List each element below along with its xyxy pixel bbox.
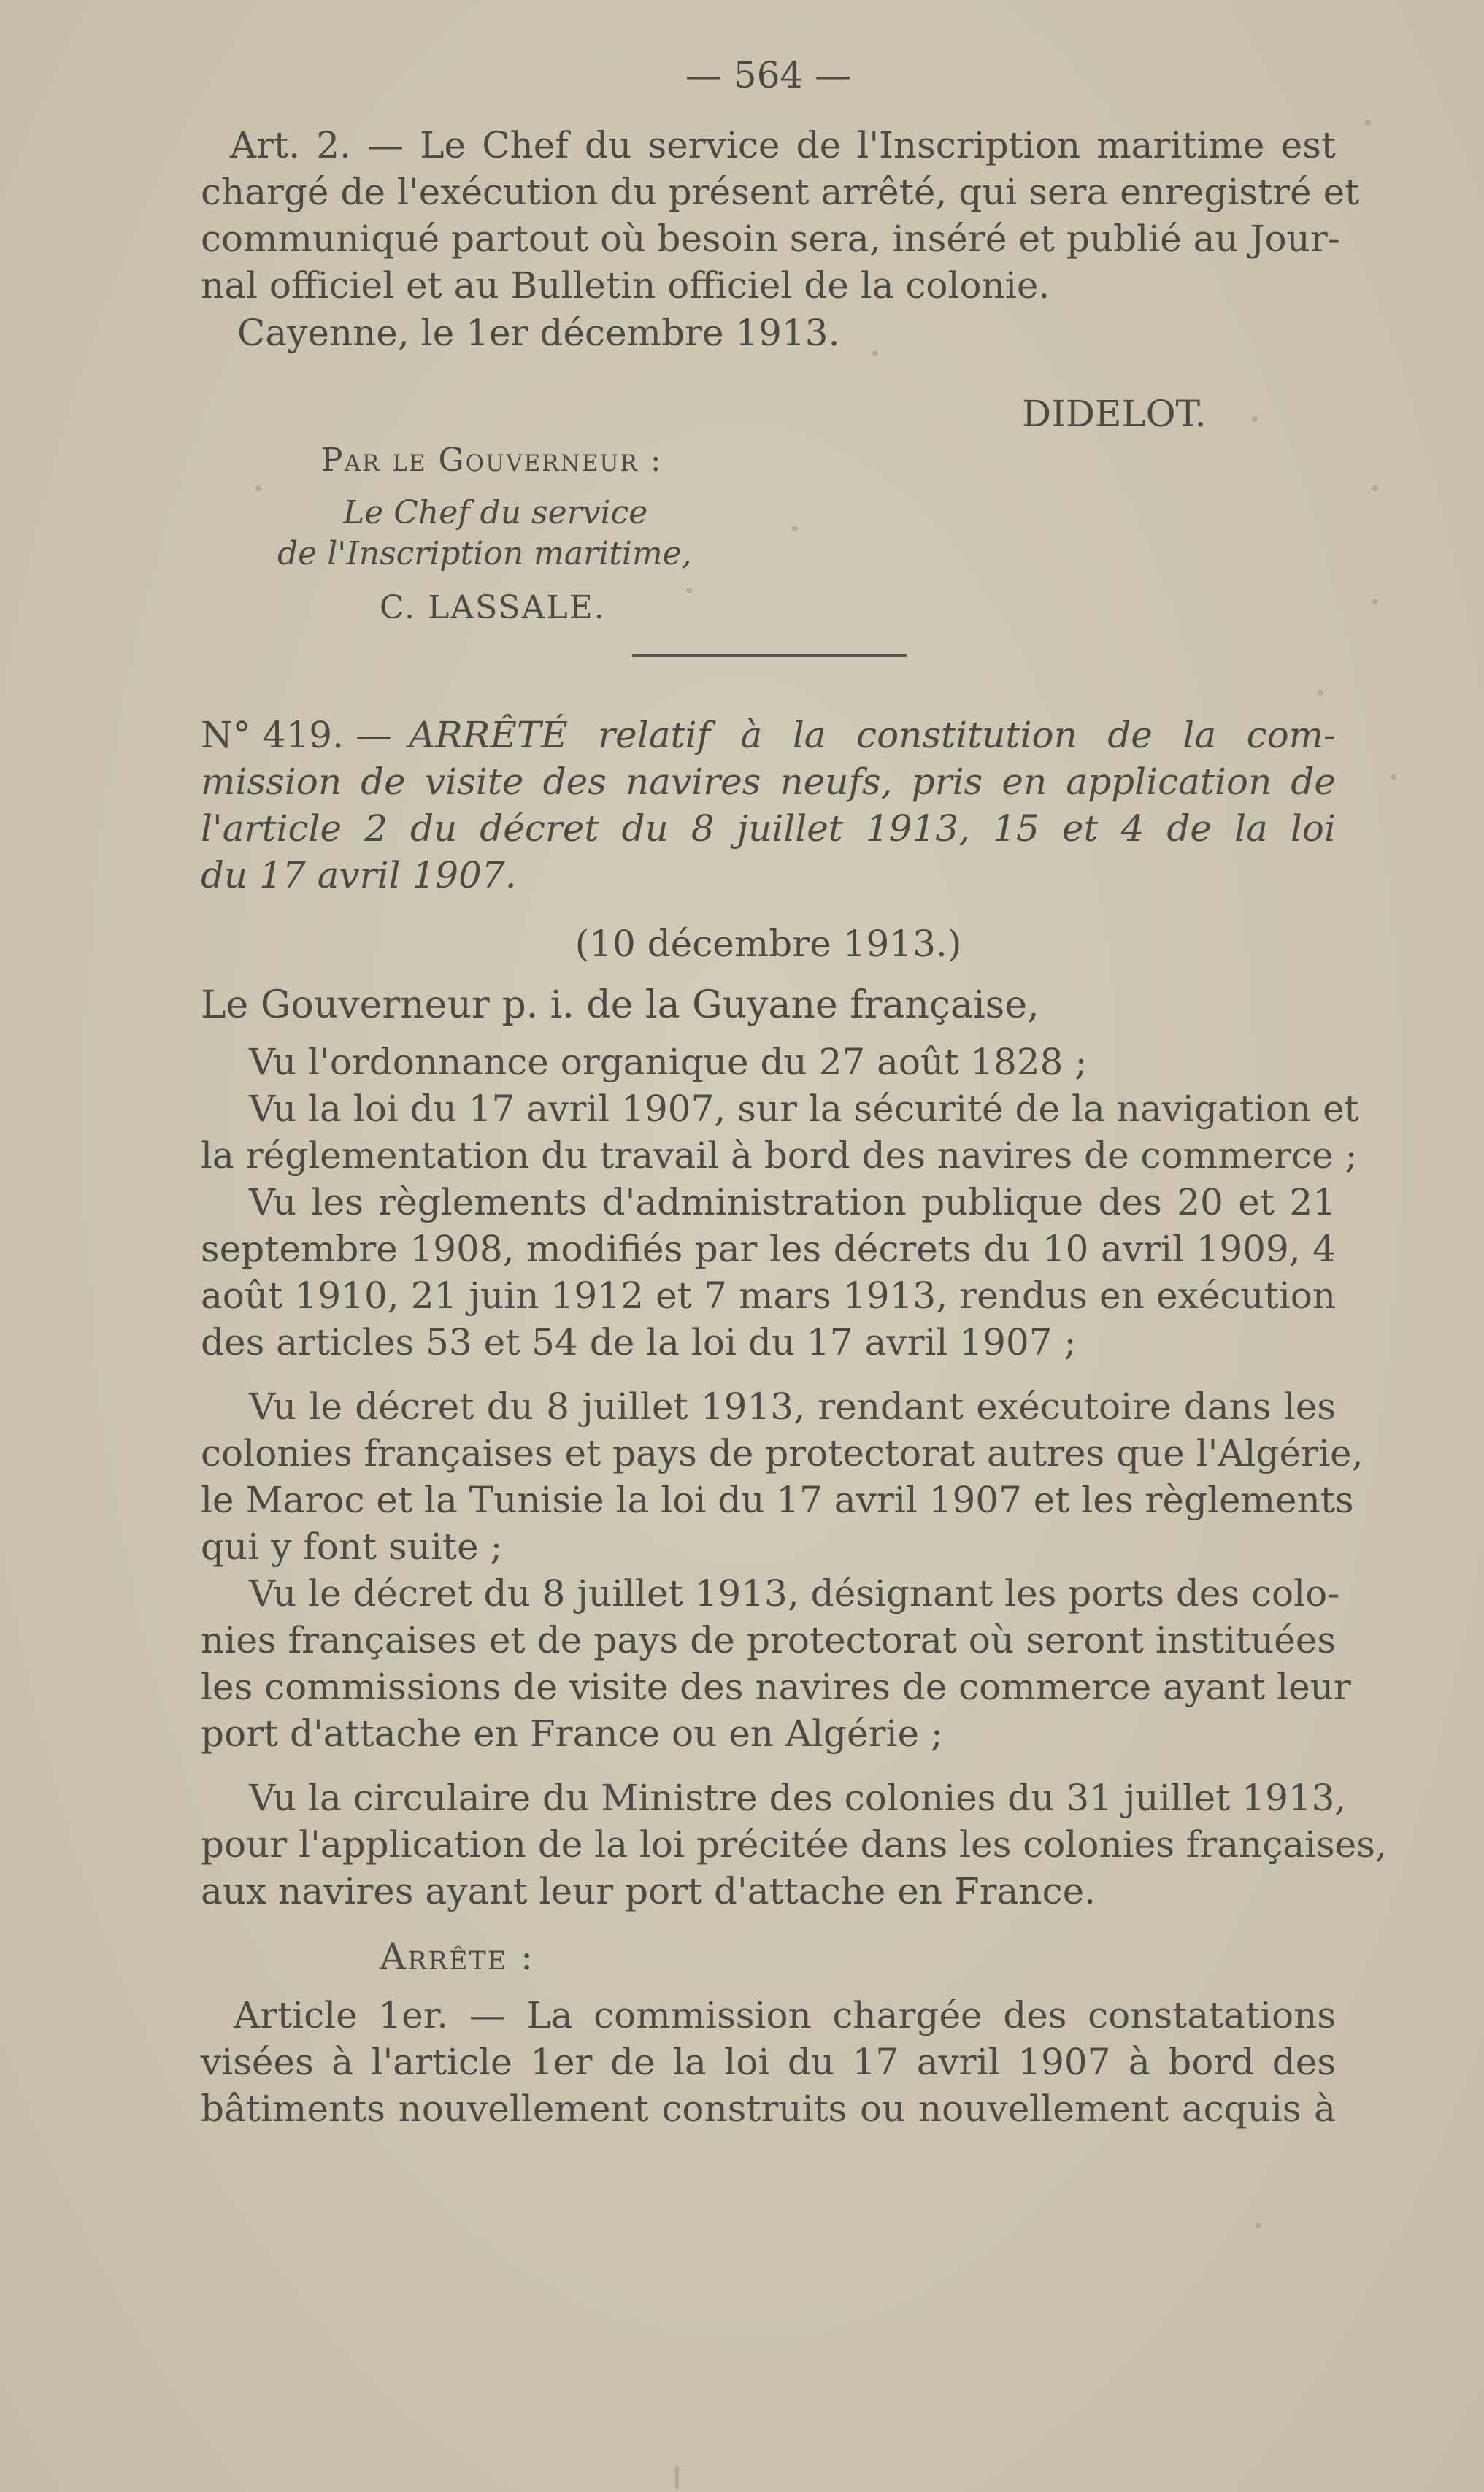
considerant-line: août 1910, 21 juin 1912 et 7 mars 1913, rendus en exécution [201,1274,1336,1317]
considerant-line: Vu la circulaire du Ministre des colonies du 31 juillet 1913, [249,1777,1347,1819]
considerant-line: pour l'application de la loi précitée dans les colonies françaises, [201,1823,1387,1866]
gouverneur-heading: Le Gouverneur p. i. de la Guyane française, [201,983,1039,1027]
arrete-title-line-1: ARRÊTÉ relatif à la constitution de la com- [409,714,1336,756]
arrete-number: N° 419. — [201,714,392,756]
article1-line-3: bâtiments nouvellement construits ou nouvellement acquis à [201,2088,1336,2130]
considerant-line: des articles 53 et 54 de la loi du 17 avril 1907 ; [201,1321,1077,1364]
considerant-line: Vu le décret du 8 juillet 1913, rendant exécutoire dans les [249,1385,1336,1428]
date-place: Cayenne, le 1er décembre 1913. [237,312,840,354]
considerant-line: les commissions de visite des navires de commerce ayant leur [201,1666,1351,1708]
considerant-line: Vu l'ordonnance organique du 27 août 1828 ; [249,1041,1088,1083]
paper-speck [686,588,692,593]
paper-speck [255,485,261,491]
paper-speck [1391,774,1396,780]
considerant-line: septembre 1908, modifiés par les décrets du 10 avril 1909, 4 [201,1228,1336,1270]
considerant-line: port d'attache en France ou en Algérie ; [201,1712,943,1755]
considerant-line: Vu le décret du 8 juillet 1913, désignant les ports des colo- [249,1572,1340,1615]
section-divider [632,654,907,657]
chef-title-line-2: de l'Inscription maritime, [277,535,692,572]
art2-line-1: Art. 2. — Le Chef du service de l'Inscription maritime est [230,124,1336,166]
paper-speck [1318,690,1323,696]
considerant-line: nies françaises et de pays de protectorat où seront instituées [201,1619,1336,1661]
page-number: — 564 — [685,54,852,96]
art2-line-2: chargé de l'exécution du présent arrêté, qui sera enregistré et [201,171,1360,213]
considerant-line: aux navires ayant leur port d'attache en France. [201,1870,1096,1912]
arrete-date: (10 décembre 1913.) [574,923,962,965]
art2-line-3: communiqué partout où besoin sera, inséré et publié au Jour- [201,218,1340,260]
arrete-title-line-4: du 17 avril 1907. [201,854,517,896]
par-le-gouverneur: Par le Gouverneur : [321,442,663,479]
paper-speck [1252,416,1258,422]
paper-speck [872,350,878,356]
paper-speck [1365,120,1371,126]
article1-line-1: Article 1er. — La commission chargée des constatations [234,1994,1336,2037]
paper-speck [792,526,798,531]
considerant-line: Vu les règlements d'administration publique des 20 et 21 [249,1181,1336,1223]
arrete-heading: Arrête : [380,1936,534,1978]
considerant-line: colonies françaises et pays de protectorat autres que l'Algérie, [201,1432,1364,1474]
arrete-title-line-3: l'article 2 du décret du 8 juillet 1913, 15 et 4 de la loi [201,807,1336,850]
paper-speck [675,2467,679,2489]
signature-didelot: DIDELOT. [1022,393,1207,435]
arrete-title-line-2: mission de visite des navires neufs, pris en application de [201,761,1336,803]
paper-speck [1256,2223,1261,2228]
art2-line-4: nal officiel et au Bulletin officiel de la colonie. [201,264,1050,307]
considerant-line: le Maroc et la Tunisie la loi du 17 avril 1907 et les règlements [201,1479,1354,1521]
considerant-line: qui y font suite ; [201,1526,503,1568]
considerant-line: la réglementation du travail à bord des navires de commerce ; [201,1134,1358,1177]
paper-speck [1372,599,1378,604]
considerant-line: Vu la loi du 17 avril 1907, sur la sécurité de la navigation et [249,1088,1359,1130]
chef-name: C. LASSALE. [380,589,606,626]
paper-speck [1372,485,1378,491]
chef-title-line-1: Le Chef du service [343,494,648,531]
article1-line-2: visées à l'article 1er de la loi du 17 avril 1907 à bord des [201,2041,1336,2083]
